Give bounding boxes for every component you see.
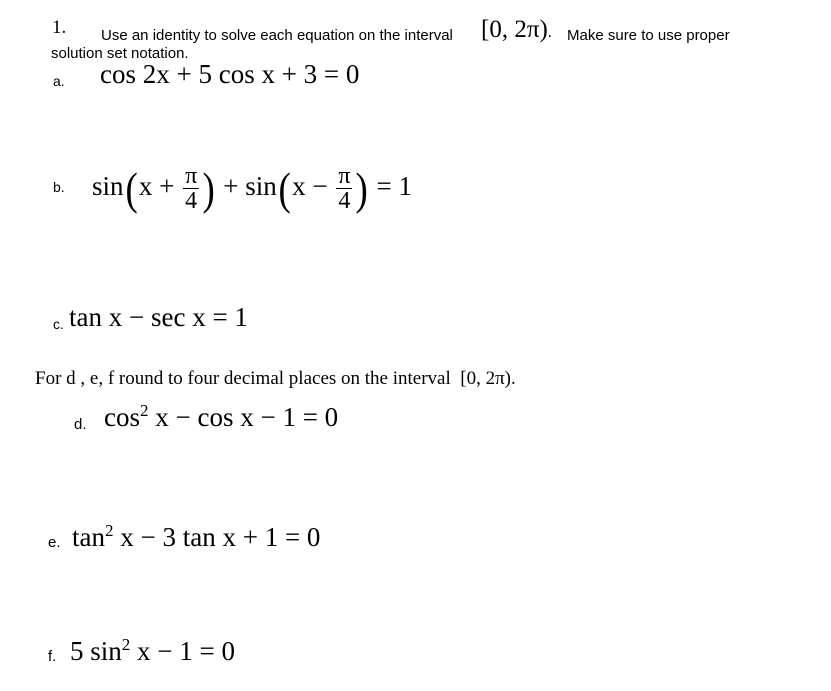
- item-f-label: f.: [48, 648, 57, 665]
- numerator-1: π: [185, 163, 198, 190]
- item-d-fn: cos: [104, 402, 140, 432]
- item-e-rest: x − 3 tan x + 1 = 0: [120, 522, 321, 552]
- interval-value: [0, 2π): [481, 16, 548, 43]
- item-a-label: a.: [53, 73, 65, 89]
- denominator-1: 4: [185, 188, 198, 215]
- numerator-2: π: [338, 163, 351, 190]
- item-b-equation: [92, 148, 412, 224]
- right-paren-2: ): [356, 162, 369, 214]
- item-e-label: e.: [48, 534, 61, 551]
- item-e-fn: tan: [72, 522, 105, 552]
- item-d-label: d.: [74, 416, 87, 433]
- denominator-2: 4: [338, 188, 351, 215]
- item-f-equation: [70, 636, 235, 667]
- item-c-equation: tan x − sec x = 1: [69, 302, 248, 332]
- item-a-equation: cos 2x + 5 cos x + 3 = 0: [100, 59, 360, 89]
- problem-number: 1.: [52, 17, 67, 38]
- plus-sign: +: [223, 171, 239, 201]
- var-1: x: [138, 171, 153, 201]
- left-paren-1: (: [125, 162, 138, 214]
- round-note-period: .: [511, 368, 516, 389]
- sin-2: sin: [245, 171, 277, 201]
- var-2: x: [292, 171, 306, 201]
- interval-heading: [481, 16, 552, 44]
- rhs: = 1: [376, 171, 413, 201]
- item-f-rest: x − 1 = 0: [137, 636, 235, 666]
- fraction-1: [183, 164, 199, 213]
- item-c-label: c.: [53, 316, 64, 332]
- item-e-exponent: 2: [105, 521, 114, 540]
- item-f-exponent: 2: [121, 635, 131, 654]
- item-d-equation: [104, 402, 338, 433]
- instruction-lead: Use an identity to solve each equation on the interval: [101, 27, 453, 44]
- round-note-interval: [0, 2π): [460, 368, 512, 389]
- item-b-label: b.: [53, 179, 65, 195]
- sin-1: sin: [92, 171, 124, 201]
- instruction-trail: Make sure to use proper: [567, 27, 730, 44]
- item-d-rest: x − cos x − 1 = 0: [155, 402, 339, 432]
- fraction-2: [336, 164, 352, 213]
- right-paren-1: ): [202, 162, 215, 214]
- round-note: [35, 368, 516, 390]
- item-f-lead: 5 sin: [70, 636, 122, 666]
- interval-period: .: [547, 24, 552, 41]
- item-e-equation: [72, 522, 320, 553]
- op-1: +: [159, 171, 175, 201]
- item-d-exponent: 2: [140, 401, 149, 420]
- op-2: −: [312, 171, 328, 201]
- instruction-line2: solution set notation.: [51, 45, 189, 62]
- round-note-text: For d , e, f round to four decimal places on the interval: [35, 368, 451, 389]
- left-paren-2: (: [278, 162, 291, 214]
